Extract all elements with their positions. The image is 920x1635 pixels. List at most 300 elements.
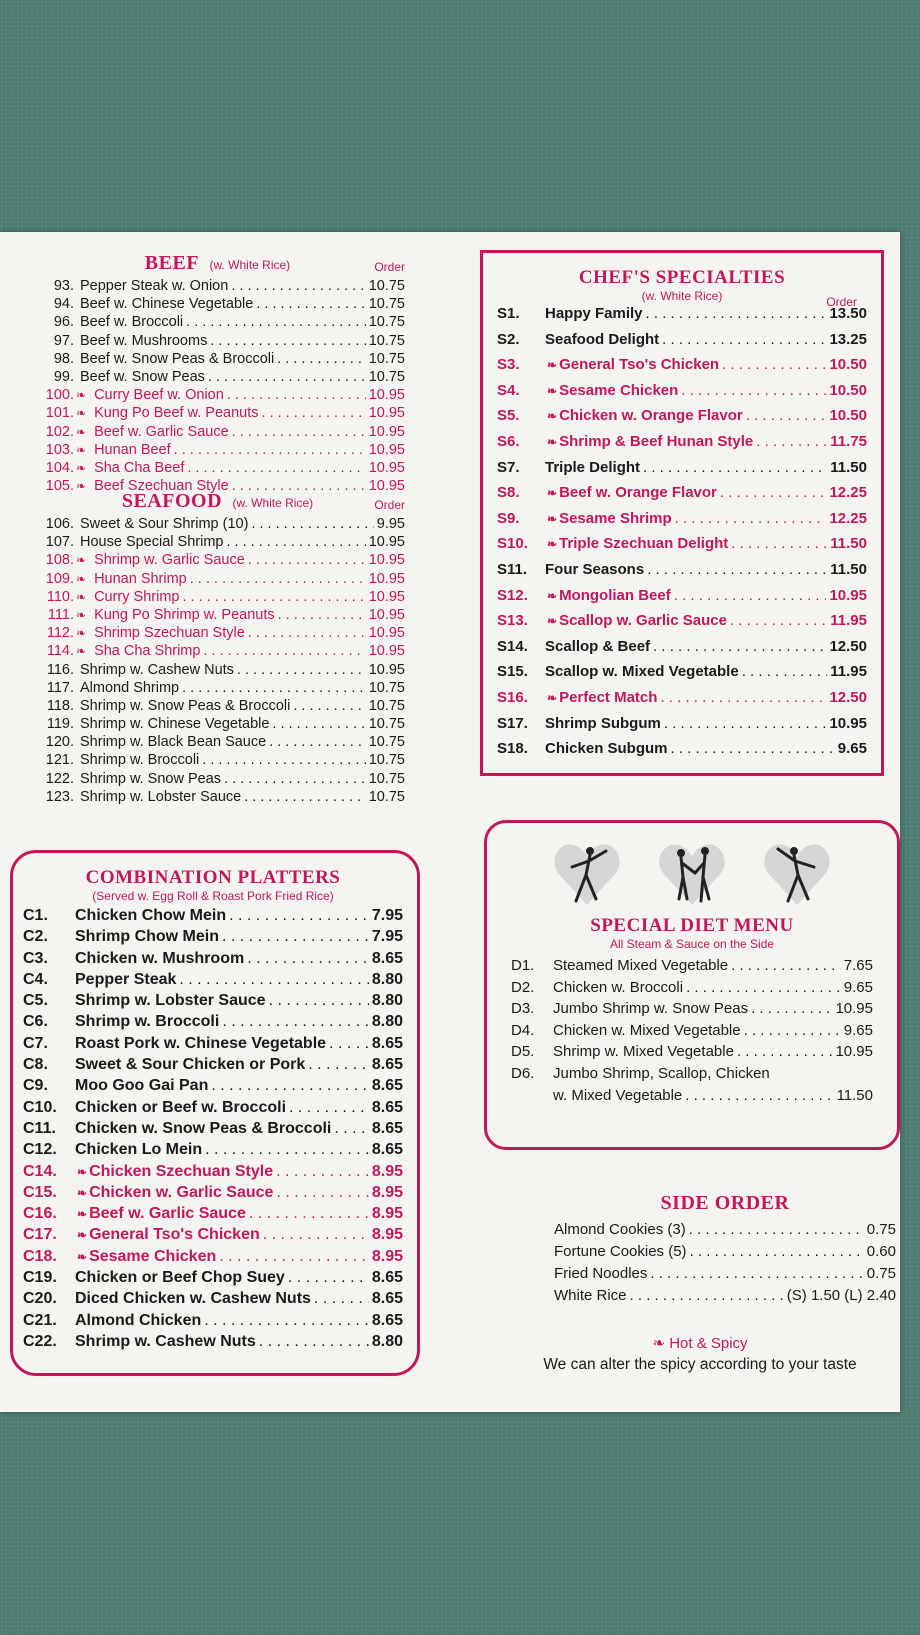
item-number: 98.	[53, 350, 74, 367]
seafood-item	[30, 752, 405, 770]
seafood-item	[30, 734, 405, 752]
item-name: Four Seasons	[545, 560, 645, 578]
chef-item	[497, 305, 867, 331]
item-price: 12.50	[829, 688, 867, 706]
chef-title: CHEF'S SPECIALTIES	[578, 267, 786, 288]
combo-item	[23, 1205, 403, 1226]
item-name: Beef w. Orange Flavor	[559, 484, 717, 502]
leader-dots	[219, 1248, 369, 1266]
hot-legend	[500, 1334, 900, 1374]
combo-item	[23, 1120, 403, 1141]
leader-dots	[251, 516, 373, 532]
chef-subtitle: (w. White Rice)	[641, 289, 723, 303]
item-price: 0.75	[866, 1221, 896, 1238]
leader-dots	[269, 992, 369, 1010]
pepper-icon: ❧	[547, 383, 558, 398]
pepper-icon: ❧	[77, 1249, 88, 1264]
item-name: Kung Po Shrimp w. Peanuts	[94, 606, 275, 623]
leader-dots	[664, 715, 827, 732]
item-price: 9.65	[843, 1021, 873, 1039]
item-price: 11.95	[830, 663, 867, 681]
item-number: 110.	[46, 588, 74, 605]
pepper-icon: ❧	[76, 460, 87, 475]
leader-dots	[731, 957, 841, 974]
leader-dots	[751, 1000, 832, 1017]
dancer-heart-icon	[552, 837, 622, 909]
beef-item	[30, 351, 405, 369]
item-price: 10.75	[368, 368, 405, 385]
pepper-icon: ❧	[76, 424, 87, 439]
item-price: 11.50	[836, 1086, 873, 1104]
item-name: Shrimp w. Chinese Vegetable	[80, 716, 270, 733]
item-price: 8.65	[371, 1290, 403, 1308]
item-name: Shrimp Chow Mein	[75, 928, 219, 946]
seafood-item	[30, 607, 405, 625]
combo-header	[23, 867, 403, 903]
leader-dots	[720, 484, 827, 501]
item-number: 94.	[53, 296, 74, 313]
combo-item	[23, 1141, 403, 1162]
leader-dots	[205, 1141, 369, 1159]
leader-dots	[182, 680, 366, 696]
item-number: D1.	[511, 957, 535, 974]
item-price: 10.95	[368, 441, 405, 458]
item-number: C14.	[23, 1162, 57, 1180]
pepper-icon: ❧	[76, 644, 87, 659]
beef-item	[30, 424, 405, 442]
beef-header	[30, 252, 405, 278]
leader-dots	[744, 1022, 841, 1039]
beef-item	[30, 387, 405, 405]
seafood-item	[30, 789, 405, 807]
pepper-icon: ❧	[76, 571, 87, 586]
dancers-illustration	[511, 837, 873, 909]
chef-item	[497, 561, 867, 587]
leader-dots	[329, 1035, 369, 1053]
pepper-icon: ❧	[76, 589, 87, 604]
seafood-order-label: Order	[374, 498, 405, 512]
leader-dots	[202, 752, 365, 768]
side-item	[554, 1287, 896, 1309]
item-name: Beef w. Chinese Vegetable	[80, 296, 254, 313]
pepper-icon: ❧	[76, 607, 87, 622]
pepper-icon: ❧	[76, 388, 87, 403]
item-number: 107.	[45, 534, 74, 551]
pepper-icon: ❧	[76, 553, 87, 568]
item-price: 9.65	[843, 978, 873, 996]
item-name: Chicken Lo Mein	[75, 1141, 203, 1159]
item-name: Chicken w. Mushroom	[75, 949, 245, 967]
leader-dots	[204, 1312, 369, 1330]
combo-item	[23, 1333, 403, 1354]
item-price: 10.95	[829, 714, 867, 732]
beef-item	[30, 369, 405, 387]
item-name: Jumbo Shrimp, Scallop, Chicken	[553, 1064, 770, 1082]
seafood-item	[30, 680, 405, 698]
item-name: Shrimp w. Snow Peas	[80, 770, 222, 787]
beef-item	[30, 296, 405, 314]
item-price: 10.95	[368, 423, 405, 440]
pepper-icon: ❧	[77, 1164, 88, 1179]
item-price: 10.95	[368, 478, 405, 495]
leader-dots	[222, 928, 369, 946]
beef-section	[30, 252, 405, 496]
item-price: 8.65	[371, 1098, 403, 1116]
leader-dots	[277, 351, 365, 367]
item-price: 7.65	[843, 957, 873, 974]
item-price: 10.75	[368, 314, 405, 331]
leader-dots	[190, 571, 366, 587]
diet-item-d6	[511, 1065, 873, 1087]
diet-item	[511, 1000, 873, 1022]
item-number: C11.	[23, 1119, 56, 1137]
leader-dots	[256, 296, 365, 312]
leader-dots	[681, 382, 826, 399]
item-number: 118.	[46, 697, 74, 714]
item-name: Sha Cha Beef	[94, 459, 185, 476]
item-name: Sesame Shrimp	[559, 509, 672, 527]
item-name: Beef w. Garlic Sauce	[94, 423, 229, 440]
item-name: Sweet & Sour Shrimp (10)	[80, 516, 249, 532]
item-price: 7.95	[371, 907, 403, 924]
leader-dots	[308, 1056, 369, 1074]
dancer-heart-icon	[762, 837, 832, 909]
leader-dots	[288, 1269, 369, 1287]
beef-order-label: Order	[374, 260, 405, 274]
item-name: Beef w. Broccoli	[80, 314, 184, 331]
dancing-couple-heart-icon	[657, 837, 727, 909]
item-price: 8.65	[371, 949, 403, 967]
seafood-section	[30, 490, 405, 807]
leader-dots	[671, 740, 835, 757]
item-name: Fortune Cookies (5)	[554, 1243, 687, 1260]
leader-dots	[248, 552, 366, 568]
item-name: Sha Cha Shrimp	[94, 643, 201, 660]
item-price: 10.75	[368, 716, 405, 733]
item-name: Curry Beef w. Onion	[94, 387, 224, 404]
item-name: Hunan Shrimp	[94, 570, 187, 587]
pepper-icon: ❧	[76, 479, 87, 494]
item-name: Beef Szechuan Style	[94, 478, 229, 495]
leader-dots	[730, 612, 827, 629]
pepper-icon: ❧	[77, 1185, 88, 1200]
pepper-icon: ❧	[76, 626, 87, 641]
combo-item	[23, 1226, 403, 1247]
pepper-icon: ❧	[547, 690, 558, 705]
item-number: S15.	[497, 663, 528, 681]
pepper-icon: ❧	[76, 442, 87, 457]
item-price: 0.75	[866, 1265, 896, 1282]
leader-dots	[186, 314, 366, 330]
item-number: C5.	[23, 992, 48, 1010]
leader-dots	[174, 442, 366, 458]
item-number: 122.	[45, 770, 74, 787]
item-name: Beef w. Snow Peas	[80, 368, 205, 385]
item-price: 10.75	[368, 752, 405, 769]
item-name: Triple Delight	[545, 458, 641, 476]
item-number: 102.	[45, 423, 74, 440]
item-number: S16.	[497, 688, 528, 706]
diet-subtitle: All Steam & Sauce on the Side	[609, 937, 775, 951]
combo-item	[23, 1077, 403, 1098]
item-name: Beef w. Mushrooms	[80, 332, 208, 349]
chef-item	[497, 638, 867, 664]
leader-dots	[249, 1205, 369, 1223]
item-price: 8.65	[371, 1077, 403, 1095]
item-number: 100.	[45, 387, 74, 404]
seafood-item	[30, 516, 405, 534]
leader-dots	[689, 1221, 864, 1238]
leader-dots	[630, 1287, 784, 1304]
item-name: Scallop & Beef	[545, 637, 651, 655]
leader-dots	[756, 433, 827, 450]
combo-item	[23, 1248, 403, 1269]
item-price: 11.75	[830, 432, 867, 450]
item-number: C19.	[23, 1269, 57, 1287]
item-name: White Rice	[554, 1287, 627, 1304]
leader-dots	[293, 698, 365, 714]
chef-item	[497, 663, 867, 689]
item-price: 8.65	[371, 1056, 403, 1074]
item-number: 119.	[46, 716, 74, 733]
item-number: 99.	[53, 368, 74, 385]
leader-dots	[647, 561, 827, 578]
item-number: C12.	[23, 1141, 57, 1159]
leader-dots	[731, 535, 827, 552]
item-price: 13.50	[829, 305, 867, 322]
item-number: C8.	[23, 1056, 48, 1074]
item-number: S8.	[497, 484, 520, 502]
leader-dots	[231, 278, 365, 294]
item-number: C20.	[23, 1290, 57, 1308]
item-price: 10.50	[829, 407, 867, 425]
chef-item	[497, 459, 867, 485]
item-number: 117.	[46, 679, 74, 696]
item-number: S9.	[497, 509, 520, 527]
item-price: 8.65	[371, 1119, 403, 1137]
leader-dots	[276, 1184, 368, 1202]
side-list	[554, 1221, 896, 1309]
item-price: 8.95	[371, 1247, 403, 1265]
item-price: 10.75	[368, 296, 405, 313]
item-number: S1.	[497, 305, 520, 322]
item-price: 13.25	[829, 330, 867, 348]
combo-item	[23, 928, 403, 949]
item-name: Shrimp w. Garlic Sauce	[94, 552, 245, 569]
item-price: 8.65	[371, 1141, 403, 1159]
item-number: C21.	[23, 1311, 57, 1329]
item-price: 11.50	[830, 458, 867, 476]
leader-dots	[226, 534, 365, 550]
item-name: Pepper Steak	[75, 970, 177, 988]
chefs-specialties-box	[480, 250, 884, 776]
chef-list	[497, 305, 867, 766]
item-number: C9.	[23, 1077, 48, 1095]
item-name: Triple Szechuan Delight	[559, 535, 729, 553]
leader-dots	[237, 662, 366, 678]
item-number: S10.	[497, 535, 528, 553]
leader-dots	[272, 716, 365, 732]
chef-item	[497, 484, 867, 510]
item-price: 8.65	[371, 1034, 403, 1052]
item-price: (S) 1.50 (L) 2.40	[786, 1287, 896, 1304]
diet-header	[511, 915, 873, 951]
item-number: 97.	[53, 332, 74, 349]
leader-dots	[742, 663, 828, 680]
item-name: Chicken Szechuan Style	[89, 1162, 274, 1180]
combo-item	[23, 992, 403, 1013]
item-name: Moo Goo Gai Pan	[75, 1077, 209, 1095]
chef-item	[497, 510, 867, 536]
leader-dots	[690, 1243, 864, 1260]
leader-dots	[229, 907, 369, 925]
seafood-header	[30, 490, 405, 516]
pepper-icon: ❧	[76, 406, 87, 421]
leader-dots	[222, 1013, 369, 1031]
item-number: C22.	[23, 1332, 57, 1350]
combo-item	[23, 1013, 403, 1034]
item-number: S5.	[497, 407, 520, 425]
item-name: Shrimp w. Lobster Sauce	[80, 788, 242, 805]
item-number: 103.	[45, 441, 74, 458]
leader-dots	[662, 331, 826, 348]
item-price: 8.95	[371, 1183, 403, 1201]
item-price: 10.95	[368, 459, 405, 476]
item-price: 10.95	[368, 661, 405, 678]
item-name: Sesame Chicken	[89, 1247, 217, 1265]
leader-dots	[262, 405, 366, 421]
item-number: 96.	[53, 314, 74, 331]
item-number: 105.	[45, 478, 74, 495]
item-price: 10.95	[368, 552, 405, 569]
pepper-icon: ❧	[652, 1335, 666, 1352]
item-number: C3.	[23, 949, 48, 967]
item-number: 121.	[45, 752, 74, 769]
item-number: 93.	[53, 278, 74, 294]
item-name: House Special Shrimp	[80, 534, 224, 551]
menu-page	[0, 232, 900, 1412]
leader-dots	[269, 734, 366, 750]
leader-dots	[182, 589, 365, 605]
item-price: 12.25	[829, 484, 867, 502]
side-header	[554, 1192, 896, 1215]
leader-dots	[203, 643, 365, 659]
pepper-icon: ❧	[547, 614, 558, 629]
leader-dots	[179, 971, 368, 989]
item-price: 9.95	[376, 516, 405, 532]
item-number: D4.	[511, 1021, 535, 1039]
spicy-note: We can alter the spicy according to your taste	[543, 1356, 857, 1373]
beef-item	[30, 442, 405, 460]
combo-item	[23, 1312, 403, 1333]
combo-list	[23, 907, 403, 1354]
leader-dots	[247, 950, 369, 968]
combo-item	[23, 1290, 403, 1311]
beef-item	[30, 333, 405, 351]
item-number: D6.	[511, 1064, 535, 1082]
item-number: 104.	[45, 459, 74, 476]
item-price: 11.95	[830, 612, 867, 630]
combo-subtitle: (Served w. Egg Roll & Roast Pork Fried Rice)	[92, 889, 334, 903]
combo-item	[23, 1269, 403, 1290]
leader-dots	[650, 1265, 863, 1282]
item-price: 12.50	[829, 637, 867, 655]
beef-item	[30, 314, 405, 332]
item-price: 11.50	[830, 560, 867, 578]
item-price: 11.50	[830, 535, 867, 553]
leader-dots	[210, 333, 365, 349]
diet-item-d6-cont	[511, 1087, 873, 1109]
item-name: Shrimp Szechuan Style	[94, 625, 245, 642]
item-price: 10.95	[368, 534, 405, 551]
item-name: Jumbo Shrimp w. Snow Peas	[553, 1000, 749, 1018]
item-number: D2.	[511, 978, 535, 996]
item-name: Happy Family	[545, 305, 643, 322]
item-price: 10.75	[368, 679, 405, 696]
item-number: S12.	[497, 586, 528, 604]
item-number: 112.	[46, 625, 74, 642]
beef-list	[30, 278, 405, 496]
item-number: 120.	[45, 734, 74, 751]
chef-item	[497, 382, 867, 408]
item-name: Almond Cookies (3)	[554, 1221, 686, 1238]
item-name: Sesame Chicken	[559, 381, 679, 399]
leader-dots	[232, 424, 366, 440]
diet-item	[511, 979, 873, 1001]
seafood-item	[30, 534, 405, 552]
chef-item	[497, 356, 867, 382]
item-name: Seafood Delight	[545, 330, 660, 348]
item-name: Almond Shrimp	[80, 679, 180, 696]
seafood-subtitle: (w. White Rice)	[232, 496, 314, 510]
item-number: S14.	[497, 637, 528, 655]
item-number: 106.	[45, 516, 74, 532]
item-name: Shrimp w. Lobster Sauce	[75, 992, 266, 1010]
seafood-item	[30, 771, 405, 789]
item-number: S6.	[497, 432, 520, 450]
item-name: Pepper Steak w. Onion	[80, 278, 229, 294]
item-name: Chicken or Beef w. Broccoli	[75, 1098, 287, 1116]
item-number: C10.	[23, 1098, 57, 1116]
item-price: 8.95	[371, 1205, 403, 1223]
item-name: Chicken w. Orange Flavor	[559, 407, 743, 425]
item-price: 9.65	[837, 740, 867, 758]
item-name: Chicken or Beef Chop Suey	[75, 1269, 285, 1287]
item-number: 116.	[46, 661, 74, 678]
beef-item	[30, 460, 405, 478]
item-number: S18.	[497, 740, 528, 758]
side-item	[554, 1243, 896, 1265]
item-price: 10.95	[368, 387, 405, 404]
leader-dots	[646, 305, 827, 322]
diet-title: SPECIAL DIET MENU	[590, 915, 794, 936]
hot-legend-line	[500, 1334, 900, 1356]
item-price: 10.95	[829, 586, 867, 604]
item-number: D3.	[511, 1000, 535, 1018]
pepper-icon: ❧	[547, 358, 558, 373]
leader-dots	[187, 460, 365, 476]
beef-subtitle: (w. White Rice)	[209, 258, 291, 272]
diet-item	[511, 1022, 873, 1044]
item-price: 10.75	[368, 697, 405, 714]
item-price: 8.80	[371, 970, 403, 988]
item-number: 111.	[47, 606, 74, 623]
item-number: S17.	[497, 714, 528, 732]
side-title: SIDE ORDER	[660, 1192, 790, 1214]
item-price: 8.80	[371, 1013, 403, 1031]
item-name: Chicken Subgum	[545, 740, 668, 758]
item-name: Shrimp w. Cashew Nuts	[75, 1332, 256, 1350]
